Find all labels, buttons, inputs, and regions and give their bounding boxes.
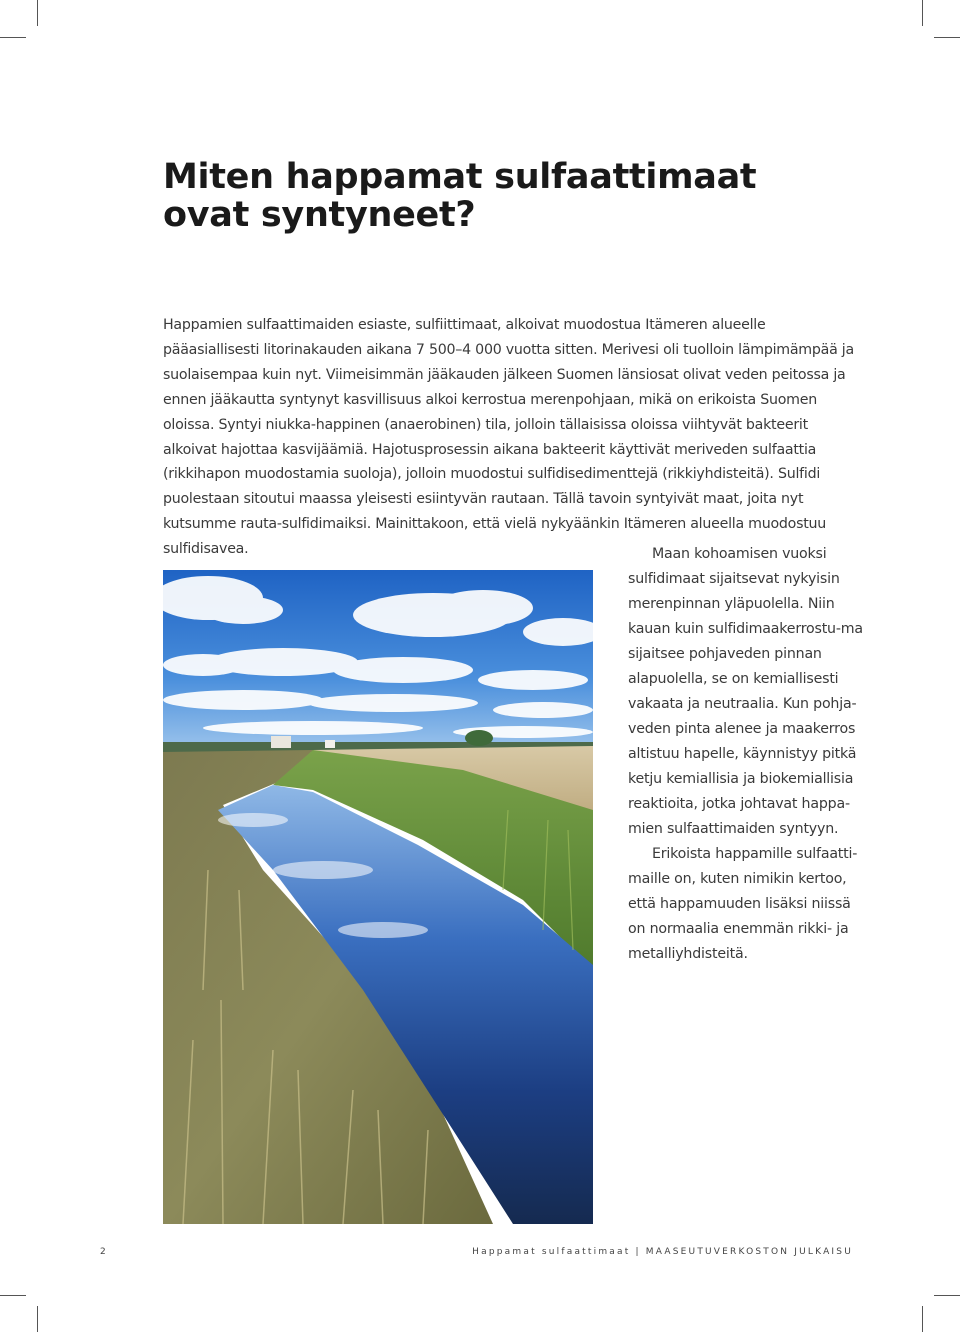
page-footer <box>0 1247 960 1261</box>
crop-mark <box>37 0 38 26</box>
side-paragraph: Erikoista happamille sulfaatti-maille on, kuten nimikin kertoo, että happamuuden lisäksi niissä on normaalia enemmän rikki- ja metalliyhdisteitä. <box>628 846 858 962</box>
crop-mark <box>934 1295 960 1296</box>
crop-mark <box>0 37 26 38</box>
page-title: Miten happamat sulfaattimaat ovat syntyneet? <box>163 157 757 235</box>
crop-mark <box>922 1306 923 1332</box>
crop-mark <box>922 0 923 26</box>
crop-mark <box>0 1295 26 1296</box>
intro-paragraph: Happamien sulfaattimaiden esiaste, sulfiittimaat, alkoivat muodostua Itämeren alueelle pääasiallisesti litorinakauden aikana 7 500–4 000 vuotta sitten. Merivesi oli tuolloin lämpimämpää ja suolaisempaa kuin nyt. Viimeisimmän jääkauden jälkeen Suomen länsiosat olivat veden peitossa ja ennen jääkautta syntynyt kasvillisuus alkoi kerrostua merenpohjaan, mikä on erikoista Suomen oloissa. Syntyi niukka-happinen (anaerobinen) tila, jolloin tällaisissa oloissa viihtyvät bakteerit alkoivat hajottaa kasvijäämiä. Hajotusprosessin aikana bakteerit käyttivät meriveden sulfaattia (rikkihapon muodostamia suoloja), jolloin muodostui sulfidisedimenttejä (rikkiyhdisteitä). Sulfidi puolestaan sitoutui maassa yleisesti esiintyvän rautaan. Tällä tavoin syntyivät maat, joita nyt kutsumme rauta-sulfidimaiksi. Mainittakoon, että vielä nykyäänkin Itämeren alueella muodostuu sulfidisavea. <box>163 317 854 558</box>
page-number: 2 <box>100 1247 106 1257</box>
side-paragraph: Maan kohoamisen vuoksi sulfidimaat sijaitsevat nykyisin merenpinnan yläpuolella. Niin kauan kuin sulfidimaakerrostu-ma sijaitsee pohjaveden pinnan alapuolella, se on kemiallisesti vakaata ja neutraalia. Kun pohja-veden pinta alenee ja maakerros altistuu hapelle, käynnistyy pitkä ketju kemiallisia ja biokemiallisia reaktioita, jotka johtavat happa-mien sulfaattimaiden syntyyn. <box>628 546 863 837</box>
side-column <box>628 542 864 967</box>
crop-mark <box>37 1306 38 1332</box>
crop-mark <box>934 37 960 38</box>
ditch-landscape-photo <box>163 570 593 1224</box>
publication-name: Happamat sulfaattimaat | MAASEUTUVERKOSTON JULKAISU <box>472 1247 853 1257</box>
